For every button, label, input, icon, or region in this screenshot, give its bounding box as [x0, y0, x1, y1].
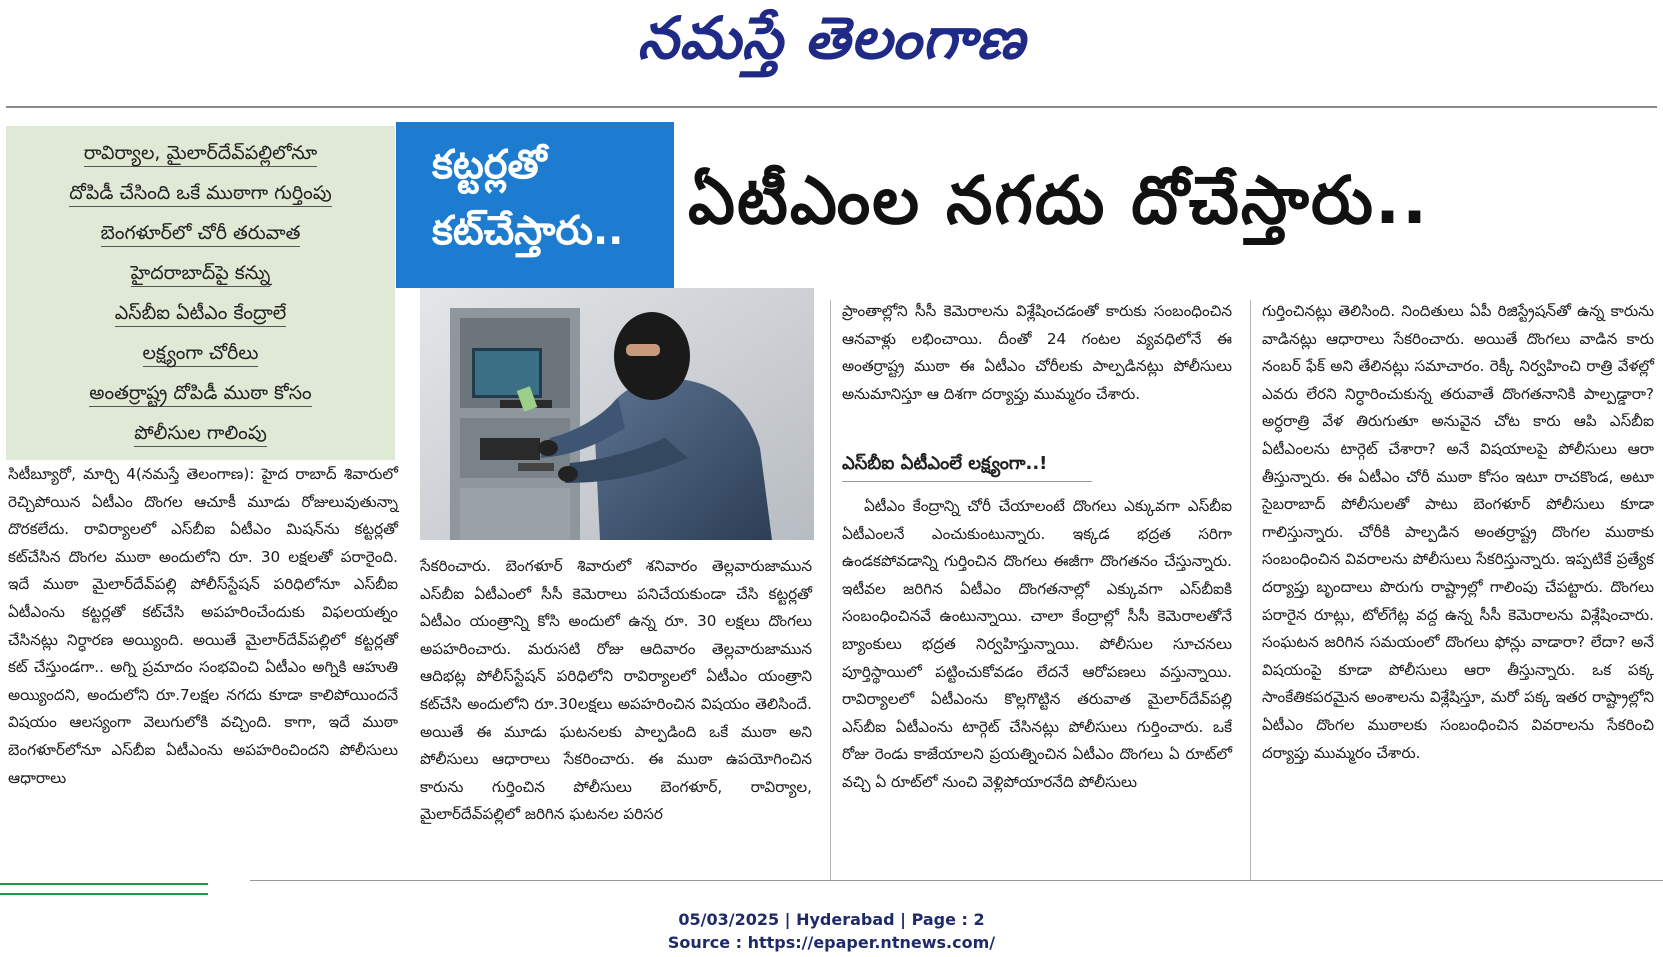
summary-line: హైదరాబాద్‌పై కన్ను — [6, 260, 395, 286]
summary-line: బెంగళూర్‌లో చోరీ తరువాత — [6, 220, 395, 246]
article-paragraph: సేకరించారు. బెంగళూర్ శివారులో శనివారం తెల్లవారుజామున ఎస్‌బీఐ ఏటీఎంలో సీసీ కెమెరాలు పనిచేయకుండా చేసి కట్టర్లతో ఏటీఎం యంత్రాన్ని కోసి అందులో ఉన్న రూ. 30 లక్షలు దొంగలు అపహరించారు. మరుసటి రోజు ఆదివారం తెల్లవారుజామున ఆదిభట్ల పోలీస్‌స్టేషన్ పరిధిలోని రావిర్యాలలో ఏటీఎం యంత్రాని కట్‌చేసి అందులోని రూ.30లక్షలు అపహరించిన విషయం తెలిసిందే. అయితే ఈ మూడు ఘటనలకు పాల్పడింది ఒకే ముఠా అని పోలీసులు ఆధారాలు సేకరించారు. ఈ ముఠా ఉపయోగించిన కారును గుర్తించిన పోలీసులు బెంగళూర్, రావిర్యాల, మైలార్‌దేవ్‌పల్లిలో జరిగిన ఘటనల పరిసర — [420, 557, 812, 824]
masthead-divider — [6, 106, 1657, 108]
article-column-4 — [1262, 298, 1654, 873]
bottom-divider — [250, 880, 1663, 881]
summary-line: దోపిడీ చేసింది ఒకే ముఠాగా గుర్తింపు — [6, 180, 395, 206]
article-photo — [420, 288, 814, 540]
summary-line: లక్ష్యంగా చోరీలు — [6, 340, 395, 366]
summary-box — [6, 126, 395, 460]
subheading-underline — [842, 481, 1092, 482]
article-column-1 — [8, 461, 398, 871]
headline: ఏటీఎంల నగదు దోచేస్తారు.. — [688, 162, 1430, 239]
column-divider — [1250, 300, 1251, 880]
article-column-2 — [420, 553, 812, 873]
article-paragraph: ప్రాంతాల్లోని సీసీ కెమెరాలను విశ్లేషించడంతో కారుకు సంబంధించిన ఆనవాళ్లు లభించాయి. దీంతో 24 గంటల వ్యవధిలోనే ఈ అంతర్రాష్ట్ర ముఠా ఈ ఏటీఎం చోరీలకు పాల్పడినట్లు పోలీసులు అనుమానిస్తూ ఆ దిశగా దర్యాప్తు ముమ్మరం చేశారు. — [842, 302, 1232, 403]
green-accent-rule — [0, 883, 208, 895]
kicker-line-2: కట్‌చేస్తారు.. — [432, 208, 624, 254]
article-column-3-bottom — [842, 493, 1232, 873]
subheading: ఎస్‌బీఐ ఏటీఎంలే లక్ష్యంగా..! — [842, 453, 1048, 474]
kicker-line-1: కట్టర్లతో — [432, 142, 547, 188]
summary-line: పోలీసుల గాలింపు — [6, 420, 395, 446]
atm-thief-illustration — [420, 288, 814, 540]
kicker-box — [396, 122, 674, 288]
footer-source-line: Source : https://epaper.ntnews.com/ — [667, 933, 996, 952]
article-paragraph: సిటీబ్యూరో, మార్చి 4(నమస్తే తెలంగాణ): హైద రాబాద్ శివారులో రెచ్చిపోయిన ఏటీఎం దొంగల ఆచూకీ మూడు రోజులువుతున్నా దొరకలేదు. రావిర్యాలలో ఎస్‌బీఐ ఏటీఎం మిషన్‌ను కట్టర్లతో కట్‌చేసిన దొంగల ముఠా అందులోని రూ. 30 లక్షలతో పరారైంది. ఇదే ముఠా మైలార్‌దేవ్‌పల్లి పోలీస్‌స్టేషన్ పరిధిలోనూ ఎస్‌బీఐ ఏటీఎంను కట్టర్లతో కట్‌చేసి అపహరించేందుకు విఫలయత్నం చేసినట్లు నిర్ధారణ అయ్యింది. అయితే మైలార్‌దేవ్‌పల్లిలో కట్టర్లతో కట్ చేస్తుండగా.. అగ్ని ప్రమాదం సంభవించి ఏటీఎం అగ్నికి ఆహుతి అయ్యిందని, అందులోని రూ.7లక్షల నగదు కూడా కాలిపోయిందనే విషయం ఆలస్యంగా వెలుగులోకి వచ్చింది. కాగా, ఇదే ముఠా బెంగళూర్‌లోనూ ఎస్‌బీఐ ఏటీఎంను అపహరించిందని పోలీసులు ఆధారాలు — [8, 465, 398, 787]
article-paragraph: ఏటీఎం కేంద్రాన్ని చోరీ చేయాలంటే దొంగలు ఎక్కువగా ఎస్‌బీఐ ఏటీఎంలనే ఎంచుకుంటున్నారు. ఇక్కడ భద్రత సరిగా ఉండకపోవడాన్ని గుర్తించిన దొంగలు ఈజీగా దొంగతనం చేస్తున్నారు. ఇటీవల జరిగిన ఏటీఎం దొంగతనాల్లో ఎక్కువగా ఎస్‌బీఐకి సంబంధించినవే ఉంటున్నాయి. చాలా కేంద్రాల్లో సీసీ కెమెరాలతోనే బ్యాంకులు భద్రత నిర్వహిస్తున్నాయి. పోలీసుల సూచనలు పూర్తిస్థాయిలో పట్టించుకోవడం లేదనే ఆరోపణలు వస్తున్నాయి. రావిర్యాలలో ఏటీఎంను కొల్లగొట్టిన తరువాత మైలార్‌దేవ్‌పల్లి ఎస్‌బీఐ ఏటీఎంను టార్గెట్ చేసినట్లు పోలీసులు గుర్తించారు. ఒకే రోజు రెండు కాజేయాలని ప్రయత్నించిన ఏటీఎం దొంగలు ఏ రూట్‌లో వచ్చి ఏ రూట్‌లో నుంచి వెళ్లిపోయారనేది పోలీసులు — [842, 497, 1232, 791]
newspaper-logo: నమస్తే తెలంగాణ — [637, 4, 1026, 72]
summary-line: రావిర్యాల, మైలార్‌దేవ్‌పల్లిలోనూ — [6, 140, 395, 166]
column-divider — [830, 300, 831, 880]
masthead — [0, 0, 1663, 100]
article-column-3-top — [842, 298, 1232, 448]
article-paragraph: గుర్తించినట్లు తెలిసింది. నిందితులు ఏపీ రిజిస్ట్రేషన్‌తో ఉన్న కారును వాడినట్లు ఆధారాలు సేకరించారు. అయితే దొంగలు వాడిన కారు నంబర్ ఫేక్ అని తేలినట్లు సమాచారం. రెక్కీ నిర్వహించి రాత్రి వేళల్లో ఎవరు లేరని నిర్ధారించుకున్న తరువాతే దొంగతనానికి పాల్పడ్డారా? అర్ధరాత్రి వేళ తిరుగుతూ అనువైన చోట కారు ఆపి ఎస్‌బీఐ ఏటీఎంలను టార్గెట్ చేశారా? అనే విషయాలపై పోలీసులు ఆరా తీస్తున్నారు. ఈ ఏటీఎం చోరీ ముఠా కోసం ఇటూ రాచకొండ, అటూ సైబరాబాద్ పోలీసులతో పాటు బెంగళూర్ పోలీసులు కూడా గాలిస్తున్నారు. చోరీకి పాల్పడిన అంతర్రాష్ట్ర దొంగల ముఠాకు సంబంధించిన వివరాలను పోలీసులు సేకరిస్తున్నారు. ఇప్పటికే ప్రత్యేక దర్యాప్తు బృందాలు పొరుగు రాష్ట్రాల్లో గాలింపు చేపట్టారు. దొంగలు పరారైన రూట్లు, టోల్‌గేట్ల వద్ద ఉన్న సీసీ కెమెరాలను విశ్లేషించారు. సంఘటన జరిగిన సమయంలో దొంగలు ఫోన్లు వాడారా? లేదా? అనే విషయంపై కూడా పోలీసులు ఆరా తీస్తున్నారు. ఒక పక్క సాంకేతికపరమైన అంశాలను విశ్లేషిస్తూ, మరో పక్క ఇతర రాష్ట్రాల్లోని ఏటీఎం దొంగల ముఠాలకు సంబంధించిన వివరాలను సేకరించి దర్యాప్తు ముమ్మరం చేశారు. — [1262, 302, 1654, 762]
summary-line: ఎస్‌బీఐ ఏటీఎం కేంద్రాలే — [6, 300, 395, 326]
footer-date-line: 05/03/2025 | Hyderabad | Page : 2 — [678, 910, 985, 929]
summary-line: అంతర్రాష్ట్ర దోపిడీ ముఠా కోసం — [6, 380, 395, 406]
